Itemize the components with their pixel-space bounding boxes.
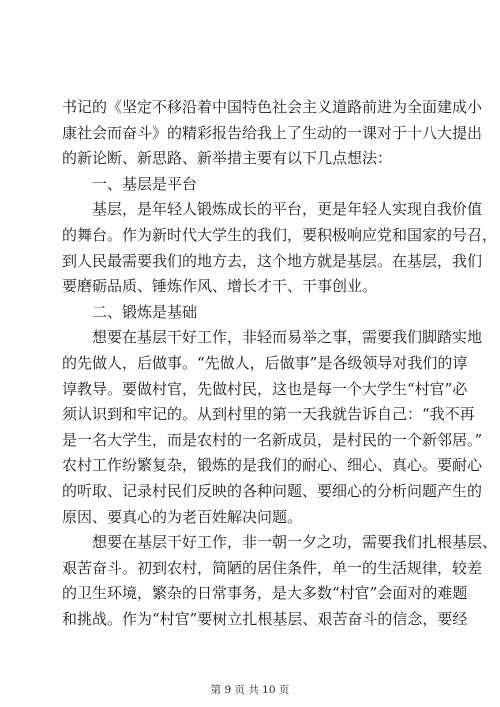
text-line: 的新论断、新思路、新举措主要有以下几点想法： (62, 149, 393, 168)
section-heading: 一、基层是平台 (62, 174, 198, 193)
text-line: 到人民最需要我们的地方去，这个地方就是基层。在基层，我们 (62, 251, 483, 270)
text-line: 是一名大学生，而是农村的一名新成员，是村民的一个新邻居。” (62, 430, 483, 449)
page-number-footer: 第 9 页 共 10 页 (210, 684, 290, 696)
text-line: 想要在基层干好工作，非一朝一夕之功，需要我们扎根基层、 (62, 533, 498, 552)
text-line: 想要在基层干好工作，非轻而易举之事，需要我们脚踏实地 (62, 328, 483, 347)
text-line: 谆教导。要做村官，先做村民，这也是每一个大学生“村官”必 (62, 379, 468, 398)
text-line: 的卫生环境，繁杂的日常事务，是大多数“村官”会面对的难题 (62, 584, 468, 603)
text-line: 和挑战。作为“村官”要树立扎根基层、艰苦奋斗的信念，要经 (62, 609, 468, 628)
text-line: 的舞台。作为新时代大学生的我们，要积极响应党和国家的号召， (62, 225, 498, 244)
text-line: 原因、要真心的为老百姓解决问题。 (62, 507, 303, 526)
text-line: 的听取、记录村民们反映的各种问题、要细心的分析问题产生的 (62, 481, 483, 500)
text-line: 要磨砺品质、锤炼作风、增长才干、干事创业。 (62, 277, 378, 296)
text-line: 书记的《坚定不移沿着中国特色社会主义道路前进为全面建成小 (62, 98, 483, 116)
text-line: 艰苦奋斗。初到农村，简陋的居住条件，单一的生活规律，较差 (62, 558, 483, 577)
text-line: 农村工作纷繁复杂，锻炼的是我们的耐心、细心、真心。要耐心 (62, 456, 483, 475)
text-line: 康社会而奋斗》的精彩报告给我上了生动的一课对于十八大提出 (62, 123, 483, 142)
text-line: 须认识到和牢记的。从到村里的第一天我就告诉自己：“我不再 (62, 405, 475, 424)
text-line: 基层，是年轻人锻炼成长的平台，更是年轻人实现自我价值 (62, 200, 483, 219)
document-body (62, 95, 498, 632)
text-line: 的先做人，后做事。“先做人，后做事”是各级领导对我们的谆 (62, 353, 468, 372)
section-heading: 二、锻炼是基础 (62, 302, 198, 321)
